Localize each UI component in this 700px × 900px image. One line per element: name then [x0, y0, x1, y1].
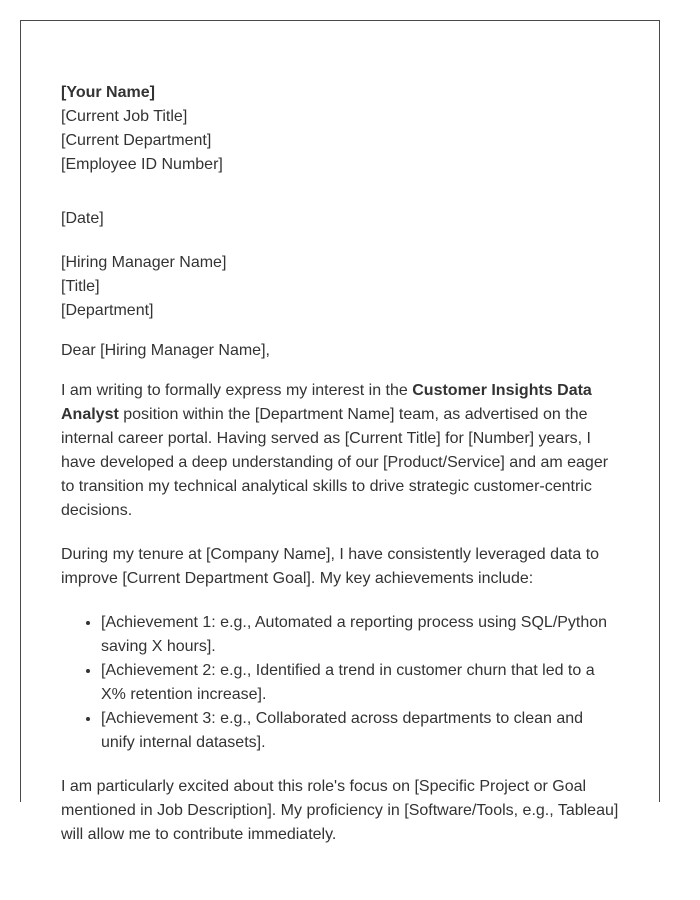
sender-name: [Your Name]: [61, 84, 155, 101]
achievement-item: • [Achievement 1: e.g., Automated a reporting process using SQL/Python saving X hours].: [101, 611, 621, 659]
letter-date: [Date]: [61, 210, 104, 227]
recipient-department: [Department]: [61, 302, 154, 319]
salutation: Dear [Hiring Manager Name],: [61, 342, 270, 359]
sender-job-title: [Current Job Title]: [61, 108, 188, 125]
paragraph-1-intro: I am writing to formally express my interest in the: [61, 382, 413, 399]
recipient-title: [Title]: [61, 278, 100, 295]
body-paragraph-1: [61, 379, 621, 523]
paragraph-1-rest: position within the [Department Name] team, as advertised on the internal career portal. Having served as [Current Title] for [Number] years, I have developed a deep understanding of our [Product/Service] and am eager to transition my technical analytical skills to drive strategic customer-centric decisions.: [61, 406, 609, 519]
achievement-item: • [Achievement 2: e.g., Identified a trend in customer churn that led to a X% retention increase].: [101, 659, 621, 707]
achievement-item: • [Achievement 3: e.g., Collaborated across departments to clean and unify internal datasets].: [101, 707, 621, 755]
role-title: Customer Insights Data Analyst: [61, 382, 592, 423]
body-paragraph-2: During my tenure at [Company Name], I have consistently leveraged data to improve [Current Department Goal]. My key achievements include:: [61, 546, 600, 587]
sender-department: [Current Department]: [61, 132, 212, 149]
sender-block: [61, 81, 621, 177]
recipient-block: [61, 251, 621, 323]
letter-page: [20, 20, 660, 843]
achievements-list: [61, 611, 621, 755]
sender-employee-id: [Employee ID Number]: [61, 156, 223, 173]
letter-content: [61, 81, 621, 867]
recipient-name: [Hiring Manager Name]: [61, 254, 227, 271]
body-paragraph-3: I am particularly excited about this role's focus on [Specific Project or Goal mentioned in Job Description]. My proficiency in [Software/Tools, e.g., Tableau] will allow me to contribute immediately.: [61, 778, 619, 843]
